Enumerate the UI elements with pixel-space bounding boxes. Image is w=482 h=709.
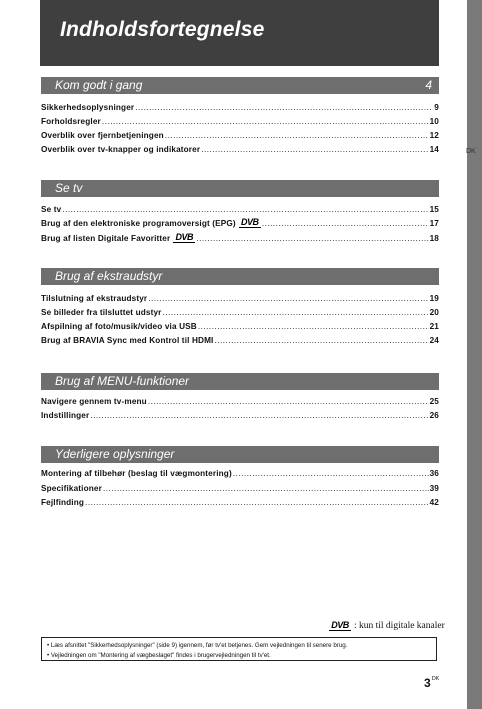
section-label: Se tv [55, 181, 83, 195]
toc-entry[interactable] [41, 142, 439, 154]
dot-leader [214, 336, 428, 345]
section-label: Kom godt i gang [55, 78, 143, 92]
entry-text: Se billeder fra tilsluttet udstyr [41, 308, 162, 317]
section-header-yderligere-oplysninger [41, 446, 439, 463]
toc-entry[interactable] [41, 128, 439, 140]
dot-leader [90, 411, 428, 420]
dot-leader [262, 219, 429, 228]
section-label: Yderligere oplysninger [55, 447, 175, 461]
section-header-brug-af-ekstraudstyr [41, 268, 439, 285]
dot-leader [196, 234, 428, 243]
entry-text: Forholdsregler [41, 117, 101, 126]
page-number-suffix: DK [431, 676, 440, 682]
entry-text: Specifikationer [41, 484, 102, 493]
page-number-value: 3 [424, 676, 431, 690]
entry-text: Navigere gennem tv-menu [41, 397, 147, 406]
entry-page: 25 [429, 397, 439, 406]
page-title: Indholdsfortegnelse [60, 18, 265, 41]
entry-page: 15 [429, 205, 439, 214]
entry-page: 36 [429, 469, 439, 478]
toc-entry[interactable] [41, 333, 439, 345]
language-tag: DK [466, 148, 476, 155]
toc-entry[interactable] [41, 495, 439, 507]
entry-page: 14 [429, 145, 439, 154]
dot-leader [233, 469, 429, 478]
entry-page: 18 [429, 234, 439, 243]
entry-page: 26 [429, 411, 439, 420]
toc-entry[interactable] [41, 466, 439, 478]
side-tab [467, 0, 482, 709]
entry-text: Brug af BRAVIA Sync med Kontrol til HDMI [41, 336, 214, 345]
dvb-logo-icon: DVB [329, 620, 351, 631]
entry-page: 17 [429, 219, 439, 228]
dot-leader [103, 484, 429, 493]
entry-page: 19 [429, 294, 439, 303]
entry-text: Indstillinger [41, 411, 90, 420]
entry-page: 24 [429, 336, 439, 345]
section-label: Brug af MENU-funktioner [55, 374, 190, 388]
entry-text: Se tv [41, 205, 62, 214]
entry-text: Tilslutning af ekstraudstyr [41, 294, 148, 303]
dot-leader [201, 145, 428, 154]
toc-entry[interactable] [41, 319, 439, 331]
section-page: 4 [425, 78, 432, 92]
entry-page: 21 [429, 322, 439, 331]
dot-leader [198, 322, 429, 331]
entry-page: 20 [429, 308, 439, 317]
page-number [424, 676, 439, 690]
toc-entry[interactable] [41, 408, 439, 420]
section-header-se-tv [41, 180, 439, 197]
toc-entry[interactable] [41, 231, 439, 243]
toc-entry[interactable] [41, 481, 439, 493]
section-label: Brug af ekstraudstyr [55, 269, 163, 283]
entry-text: Overblik over fjernbetjeningen [41, 131, 164, 140]
entry-text: Montering af tilbehør (beslag til vægmontering) [41, 469, 232, 478]
dot-leader [102, 117, 429, 126]
dot-leader [62, 205, 428, 214]
dot-leader [148, 294, 428, 303]
entry-text: Brug af listen Digitale Favoritter [41, 234, 171, 243]
dot-leader [148, 397, 429, 406]
entry-page: 39 [429, 484, 439, 493]
dvb-logo-icon: DVB [239, 217, 261, 228]
toc-entry[interactable] [41, 114, 439, 126]
toc-entry[interactable] [41, 100, 439, 112]
note-line: • Læs afsnittet "Sikkerhedsoplysninger" (side 9) igennem, før tv'et betjenes. Gem vejledningen til senere brug. [47, 642, 348, 649]
entry-page: 9 [434, 103, 439, 112]
dot-leader [85, 498, 429, 507]
toc-entry[interactable] [41, 394, 439, 406]
toc-entry[interactable] [41, 216, 439, 228]
note-line: • Vejledningen om "Montering af vægbeslaget" findes i brugervejledningen til tv'et. [47, 652, 271, 659]
toc-entry[interactable] [41, 291, 439, 303]
dot-leader [165, 131, 429, 140]
entry-text: Fejlfinding [41, 498, 85, 507]
section-header-brug-af-menu-funktioner [41, 373, 439, 390]
entry-text: Sikkerhedsoplysninger [41, 103, 135, 112]
dot-leader [163, 308, 429, 317]
dvb-legend [326, 620, 445, 631]
entry-text: Brug af den elektroniske programoversigt (EPG) [41, 219, 236, 228]
dvb-logo-icon: DVB [173, 232, 195, 243]
toc-entry[interactable] [41, 202, 439, 214]
entry-text: Afspilning af foto/musik/video via USB [41, 322, 197, 331]
section-header-kom-godt-i-gang [41, 77, 439, 94]
dot-leader [135, 103, 433, 112]
notes-box [41, 637, 437, 661]
entry-page: 10 [429, 117, 439, 126]
dvb-legend-text: : kun til digitale kanaler [354, 620, 445, 631]
entry-page: 42 [429, 498, 439, 507]
toc-entry[interactable] [41, 305, 439, 317]
entry-text: Overblik over tv-knapper og indikatorer [41, 145, 201, 154]
entry-page: 12 [429, 131, 439, 140]
title-banner [40, 0, 439, 66]
